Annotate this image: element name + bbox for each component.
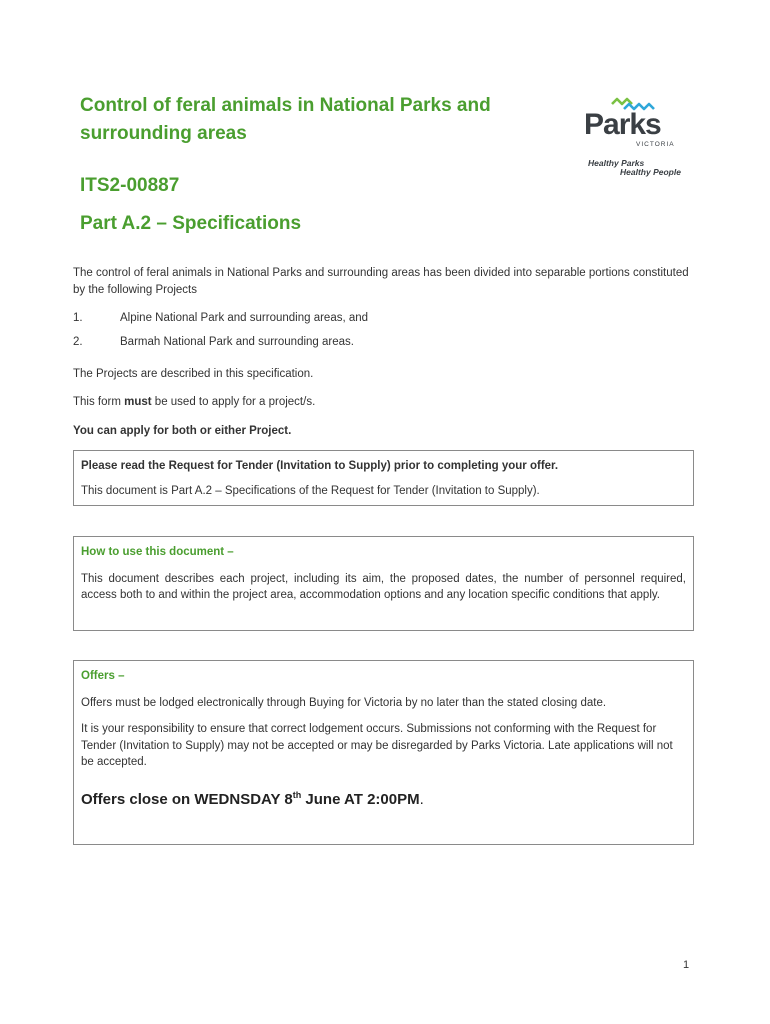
how-to-use-heading: How to use this document – — [81, 546, 234, 558]
close-date-end: June AT 2:00PM — [301, 790, 420, 808]
parks-victoria-logo — [584, 96, 694, 178]
read-rft-heading: Please read the Request for Tender (Invitation to Supply) prior to completing your offer. — [81, 460, 559, 472]
close-date-start: Offers close on WEDNSDAY 8 — [81, 790, 293, 808]
form-paragraph — [73, 394, 315, 411]
offers-box — [73, 660, 694, 845]
how-to-use-text: This document describes each project, including its aim, the proposed dates, the number of personnel required, access both to and within the project area, accommodation options and any location specific conditions that apply. — [81, 572, 686, 601]
how-to-use-box — [73, 536, 694, 631]
form-text-emphasis: must — [124, 396, 152, 408]
list-item-text: Barmah National Park and surrounding areas. — [120, 336, 354, 348]
offers-close-date — [81, 785, 686, 810]
page-number: 1 — [683, 959, 690, 971]
form-text-start: This form — [73, 396, 125, 408]
described-paragraph: The Projects are described in this specification. — [73, 368, 314, 380]
close-date-ordinal: th — [292, 789, 302, 800]
logo-wordmark: Parks — [584, 108, 661, 141]
document-title: Control of feral animals in National Parks and surrounding areas — [80, 95, 491, 144]
offers-text-2: It is your responsibility to ensure that correct lodgement occurs. Submissions not conforming with the Request for Tender (Invitation to Supply) may not be accepted or may be disregarded by Parks Victoria. Late applications will not be accepted. — [81, 723, 673, 768]
intro-paragraph: The control of feral animals in National Parks and surrounding areas has been divided into separable portions constituted by the following Projects — [73, 267, 689, 296]
document-code: ITS2-00887 — [80, 175, 180, 196]
offers-text-1: Offers must be lodged electronically through Buying for Victoria by no later than the stated closing date. — [81, 696, 607, 709]
apply-paragraph: You can apply for both or either Project. — [73, 425, 292, 437]
list-item-number: 1. — [73, 312, 83, 324]
logo-subtitle: VICTORIA — [636, 141, 675, 148]
logo-tagline-1: Healthy Parks — [588, 158, 645, 168]
list-item-text: Alpine National Park and surrounding areas, and — [120, 312, 369, 324]
read-rft-text: This document is Part A.2 – Specifications of the Request for Tender (Invitation to Supply). — [81, 484, 540, 497]
close-date-period: . — [419, 790, 424, 808]
list-item-number: 2. — [73, 336, 83, 348]
form-text-end: be used to apply for a project/s. — [151, 396, 316, 408]
logo-tagline-2: Healthy People — [620, 167, 681, 177]
document-part-heading: Part A.2 – Specifications — [80, 213, 302, 234]
offers-heading: Offers – — [81, 670, 125, 682]
read-rft-box — [73, 450, 694, 506]
